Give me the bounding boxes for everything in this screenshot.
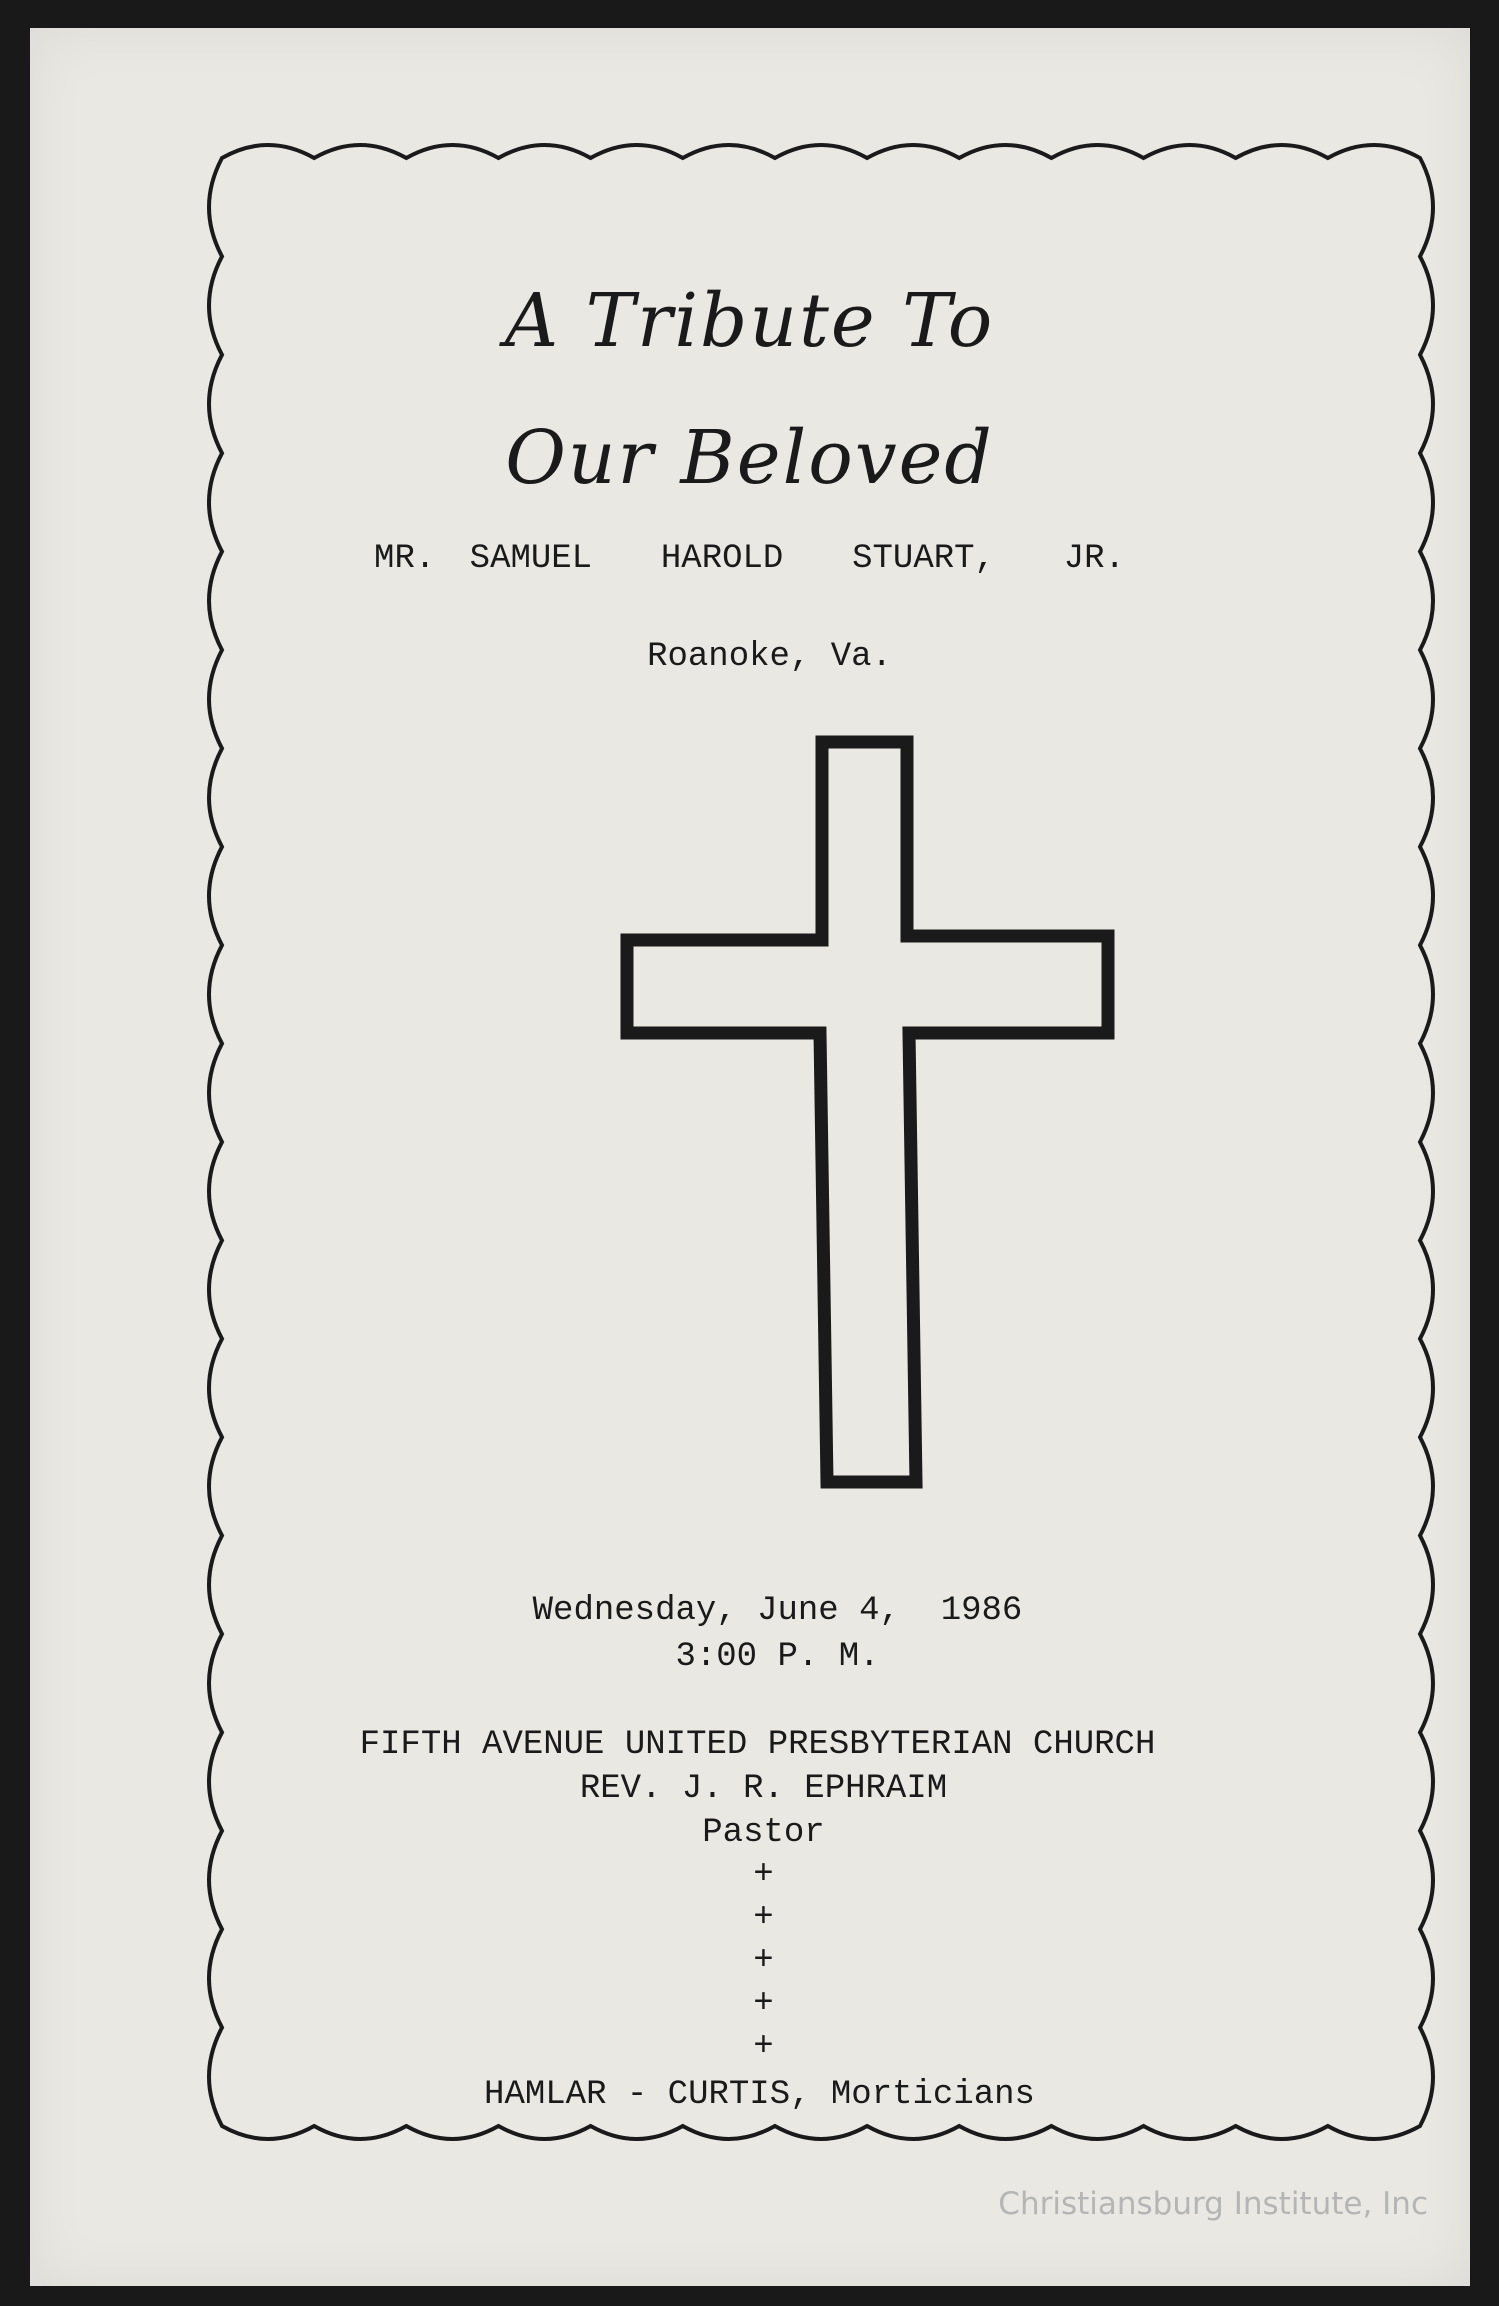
separator-plus: + <box>753 2028 774 2066</box>
title-line-1: A Tribute To <box>504 278 995 364</box>
morticians-text: HAMLAR - CURTIS, Morticians <box>484 2076 1035 2114</box>
service-time: 3:00 P. M. <box>675 1638 880 1676</box>
church-name: FIFTH AVENUE UNITED PRESBYTERIAN CHURCH <box>359 1726 1156 1764</box>
separator-plus: + <box>753 1856 774 1894</box>
service-date: Wednesday, June 4, 1986 <box>532 1592 1023 1630</box>
separator-plus: + <box>753 1985 774 2023</box>
title-line-2: Our Beloved <box>505 415 994 501</box>
cross-icon <box>627 742 1108 1482</box>
city-text: Roanoke, Va. <box>647 638 892 676</box>
officiant-name: REV. J. R. EPHRAIM <box>579 1770 948 1808</box>
separator-plus: + <box>753 1942 774 1980</box>
deceased-name: MR. SAMUEL HAROLD STUART, JR. <box>374 540 1125 578</box>
watermark-text: Christiansburg Institute, Inc <box>998 2186 1428 2222</box>
officiant-title: Pastor <box>702 1814 825 1852</box>
separator-plus: + <box>753 1899 774 1937</box>
